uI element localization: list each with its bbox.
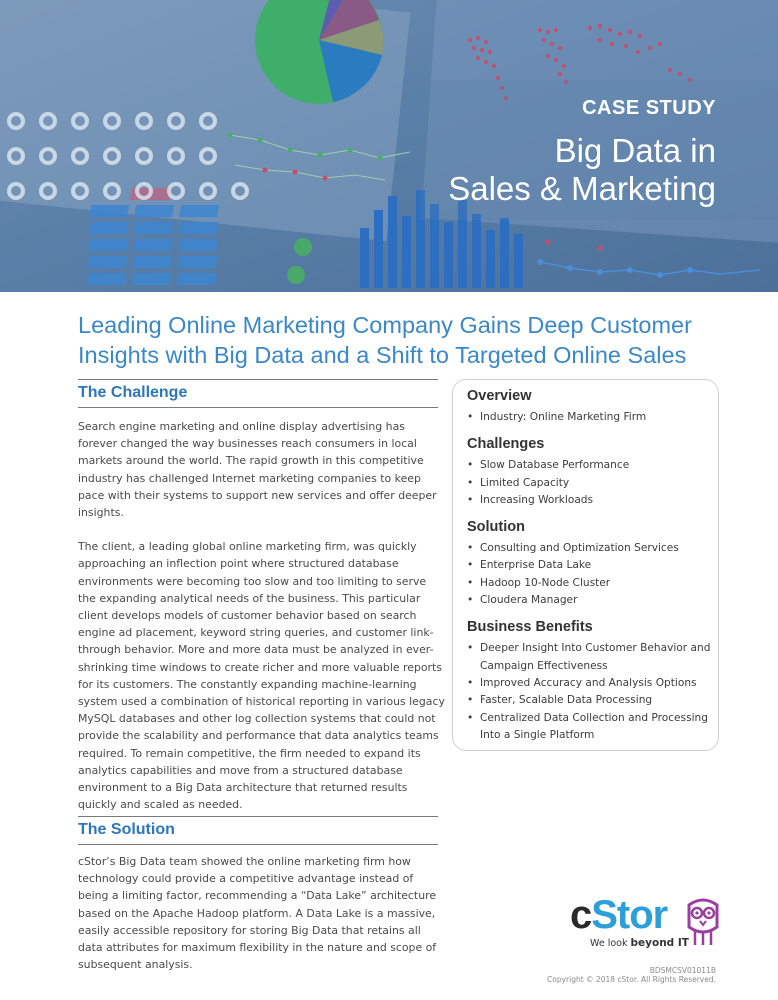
hero-title (448, 132, 716, 208)
logo-wordmark (570, 895, 667, 935)
cstor-logo (570, 893, 689, 949)
benefits-item: • Improved Accuracy and Analysis Options (467, 675, 718, 692)
benefits-item: • Centralized Data Collection and Processing Into a Single Platform (467, 710, 718, 745)
logo-stor: Stor (591, 893, 668, 937)
page-headline: Leading Online Marketing Company Gains Deep Customer Insights with Big Data and a Shift to Targeted Online Sales (78, 312, 692, 368)
solution-item: • Hadoop 10-Node Cluster (467, 575, 718, 592)
hero-title-line-1: Big Data in (554, 132, 716, 169)
benefits-item: • Deeper Insight Into Customer Behavior and Campaign Effectiveness (467, 640, 718, 675)
logo-tagline (590, 937, 689, 949)
hero-title-line-2: Sales & Marketing (448, 170, 716, 207)
document-code: BDSMCSV01011B (649, 966, 716, 975)
benefits-item: • Faster, Scalable Data Processing (467, 692, 718, 709)
challenges-heading: Challenges (467, 436, 545, 453)
copyright-notice: Copyright © 2018 cStor. All Rights Reserved. (547, 975, 716, 984)
solution-item: • Enterprise Data Lake (467, 557, 718, 574)
challenge-heading: The Challenge (78, 379, 438, 408)
hero-banner (0, 0, 778, 292)
benefits-list (467, 640, 718, 744)
benefits-heading: Business Benefits (467, 619, 593, 636)
overview-list (467, 409, 718, 426)
solution-panel-heading: Solution (467, 519, 525, 536)
challenge-paragraph-1: Search engine marketing and online display advertising has forever changed the way businesses reach consumers in local markets around the world. The rapid growth in this competitive industry has challenged Internet marketing companies to keep pace with their systems to support new services and offer deeper insights. (78, 420, 437, 520)
challenges-list (467, 457, 718, 509)
logo-tagline-bold: beyond IT (630, 937, 689, 949)
overview-item: • Industry: Online Marketing Firm (467, 409, 718, 426)
challenges-item: • Slow Database Performance (467, 457, 718, 474)
logo-tagline-prefix: We look (590, 938, 631, 949)
overview-panel (452, 379, 719, 751)
challenge-body (78, 418, 446, 830)
solution-item: • Cloudera Manager (467, 592, 718, 609)
logo-c: c (570, 893, 592, 937)
solution-list (467, 540, 718, 609)
solution-item: • Consulting and Optimization Services (467, 540, 718, 557)
challenges-item: • Increasing Workloads (467, 492, 718, 509)
overview-heading: Overview (467, 388, 532, 404)
challenge-paragraph-2: The client, a leading global online marketing firm, was quickly approaching an inflection point where structured database environments were becoming too slow and too limiting to serve the expanding analytical needs of the business. This particular client develops models of customer behavior based on search engine ad placement, keyword string queries, and customer link-through behavior. More and more data must be analyzed in ever-shrinking time windows to create richer and more valuable reports for its customers. The constantly expanding machine-learning system used a combination of historical reporting in various legacy MySQL databases and other log collection systems that could not provide the scalability and performance that data analytics teams required. To remain competitive, the firm needed to expand its analytics capabilities and move from a structured database environment to a Big Data architecture that returned results quickly and scaled as needed. (78, 540, 445, 812)
solution-paragraph: cStor’s Big Data team showed the online marketing firm how technology could provide a competitive advantage instead of being a limiting factor, recommending a “Data Lake” architecture based on the Apache Hadoop platform. A Data Lake is a massive, easily accessible repository for storing Big Data that retains all data attributes for maximum flexibility in the nature and scope of subsequent analysis. (78, 855, 437, 972)
solution-body (78, 853, 446, 990)
owl-mascot-icon (685, 897, 721, 947)
challenges-item: • Limited Capacity (467, 475, 718, 492)
case-study-label: CASE STUDY (582, 97, 716, 119)
solution-heading: The Solution (78, 816, 438, 845)
